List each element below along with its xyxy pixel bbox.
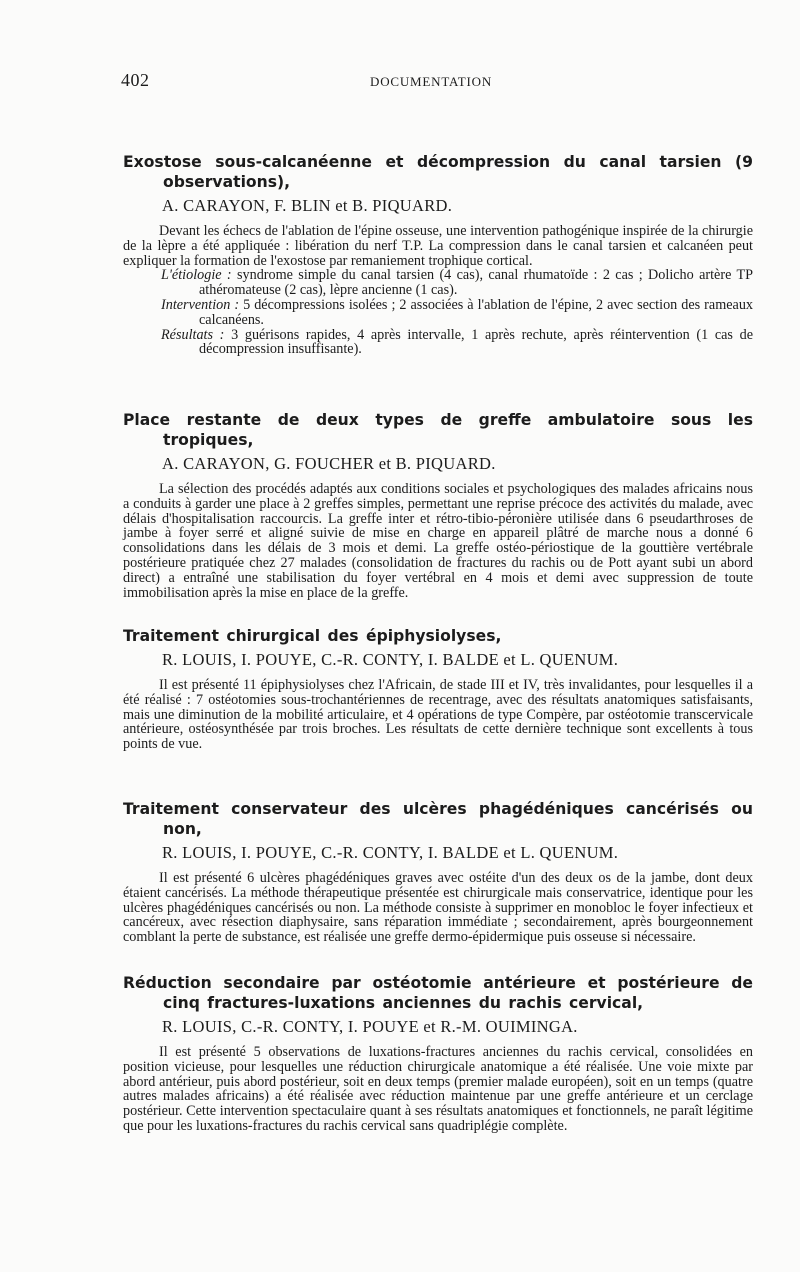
article-authors: R. LOUIS, I. POUYE, C.-R. CONTY, I. BALDE et L. QUENUM. bbox=[162, 650, 619, 669]
article-title: Place restante de deux types de greffe ambulatoire sous les tropiques, bbox=[123, 411, 753, 449]
resultats-text: 3 guérisons rapides, 4 après intervalle, 1 après rechute, après réintervention (1 cas de décompression insuffisante). bbox=[199, 326, 754, 358]
article-title: Traitement chirurgical des épiphysiolyses, bbox=[123, 627, 502, 645]
article-abstract: Il est présenté 5 observations de luxations-fractures anciennes du rachis cervical, consolidées en position vicieuse, pour lesquelles une réduction chirurgicale anatomique a été réalisée. Une voie mixte par abord antérieur, puis abord postérieur, soit en deux temps (premier malade européen), soit en un temps (quatre autres malades africains) a été réalisée avec réduction maintenue par une greffe antérieure et un cerclage postérieur. Cette intervention spectaculaire quant à ses résultats anatomiques et fonctionnels, ne paraît légitime que pour les luxations-fractures du rachis cervical sans quadriplégie complète. bbox=[123, 1044, 753, 1134]
article-greffe-ambulatoire bbox=[123, 410, 753, 600]
article-authors: R. LOUIS, C.-R. CONTY, I. POUYE et R.-M. OUIMINGA. bbox=[162, 1017, 578, 1036]
page-number: 402 bbox=[121, 70, 150, 90]
etiologie-label: L'étiologie : bbox=[161, 267, 232, 284]
article-ulceres bbox=[123, 799, 753, 945]
article-title: Réduction secondaire par ostéotomie antérieure et postérieure de cinq fractures-luxations anciennes du rachis cervical, bbox=[123, 974, 753, 1012]
resultats-item bbox=[123, 328, 753, 358]
article-authors: R. LOUIS, I. POUYE, C.-R. CONTY, I. BALDE et L. QUENUM. bbox=[162, 843, 619, 862]
running-head: DOCUMENTATION bbox=[370, 74, 493, 89]
resultats-label: Résultats : bbox=[161, 326, 225, 343]
article-title: Exostose sous-calcanéenne et décompression du canal tarsien (9 observations), bbox=[123, 153, 753, 191]
article-rachis-cervical bbox=[123, 973, 753, 1134]
article-abstract: Il est présenté 6 ulcères phagédéniques graves avec ostéite d'un des deux os de la jambe, dont deux étaient cancérisés. La méthode thérapeutique présentée est chirurgicale mais conservatrice, identique pour les ulcères phagédéniques cancérisés ou non. La méthode consiste à supprimer en monobloc le foyer infectieux et cancéreux, avec résection diaphysaire, sans réparation immédiate ; secondairement, après bourgeonnement comblant la perte de substance, est réalisée une greffe dermo-épidermique puis osseuse si nécessaire. bbox=[123, 870, 753, 946]
article-abstract: La sélection des procédés adaptés aux conditions sociales et psychologiques des malades africains nous a conduits à garder une place à 2 greffes simples, permettant une reprise précoce des activités du malade, avec délais d'hospitalisation raccourcis. La greffe inter et rétro-tibio-péronière utilisée dans 6 pseudarthroses de jambe à foyer serré et aligné suivie de mise en charge en appareil plâtré de marche nous a donné 6 consolidations dans les délais de 3 mois et demi. La greffe ostéo-périostique de la gouttière vertébrale postérieure pratiquée chez 27 malades (consolidation de fractures du rachis ou de Pott ayant subi un abord direct) a entraîné une stabilisation du foyer vertébral en 4 mois et demi avec suppression de toute immobilisation après la mise en place de la greffe. bbox=[123, 481, 753, 601]
etiologie-item bbox=[123, 268, 753, 298]
article-abstract: Devant les échecs de l'ablation de l'épine osseuse, une intervention pathogénique inspirée de la chirurgie de la lèpre a été appliquée : libération du nerf T.P. La compression dans le canal tarsien et calcanéen peut expliquer la formation de l'exostose par remaniement trophique cortical. bbox=[123, 223, 753, 269]
article-title: Traitement conservateur des ulcères phagédéniques cancérisés ou non, bbox=[123, 800, 753, 838]
intervention-item bbox=[123, 298, 753, 328]
intervention-text: 5 décompressions isolées ; 2 associées à l'ablation de l'épine, 2 avec section des rameaux calcanéens. bbox=[199, 296, 754, 328]
article-abstract: Il est présenté 11 épiphysiolyses chez l'Africain, de stade III et IV, très invalidantes, pour lesquelles il a été réalisé : 7 ostéotomies sous-trochantériennes de recentrage, avec des résultats anatomiques satisfaisants, mais une diminution de la mobilité articulaire, et 4 opérations de type Compère, par ostéotomie transcervicale antérieure, ostéosynthésée par trois broches. Les résultats de cette dernière technique sont excellents à tous points de vue. bbox=[123, 677, 753, 753]
article-authors: A. CARAYON, G. FOUCHER et B. PIQUARD. bbox=[162, 454, 496, 473]
article-authors: A. CARAYON, F. BLIN et B. PIQUARD. bbox=[162, 196, 453, 215]
article-epiphysiolyses bbox=[123, 626, 753, 752]
article-exostose bbox=[123, 152, 753, 357]
intervention-label: Intervention : bbox=[161, 296, 240, 313]
etiologie-text: syndrome simple du canal tarsien (4 cas), canal rhumatoïde : 2 cas ; Dolicho artère TP athéromateuse (2 cas), lèpre ancienne (1 cas). bbox=[199, 267, 754, 299]
